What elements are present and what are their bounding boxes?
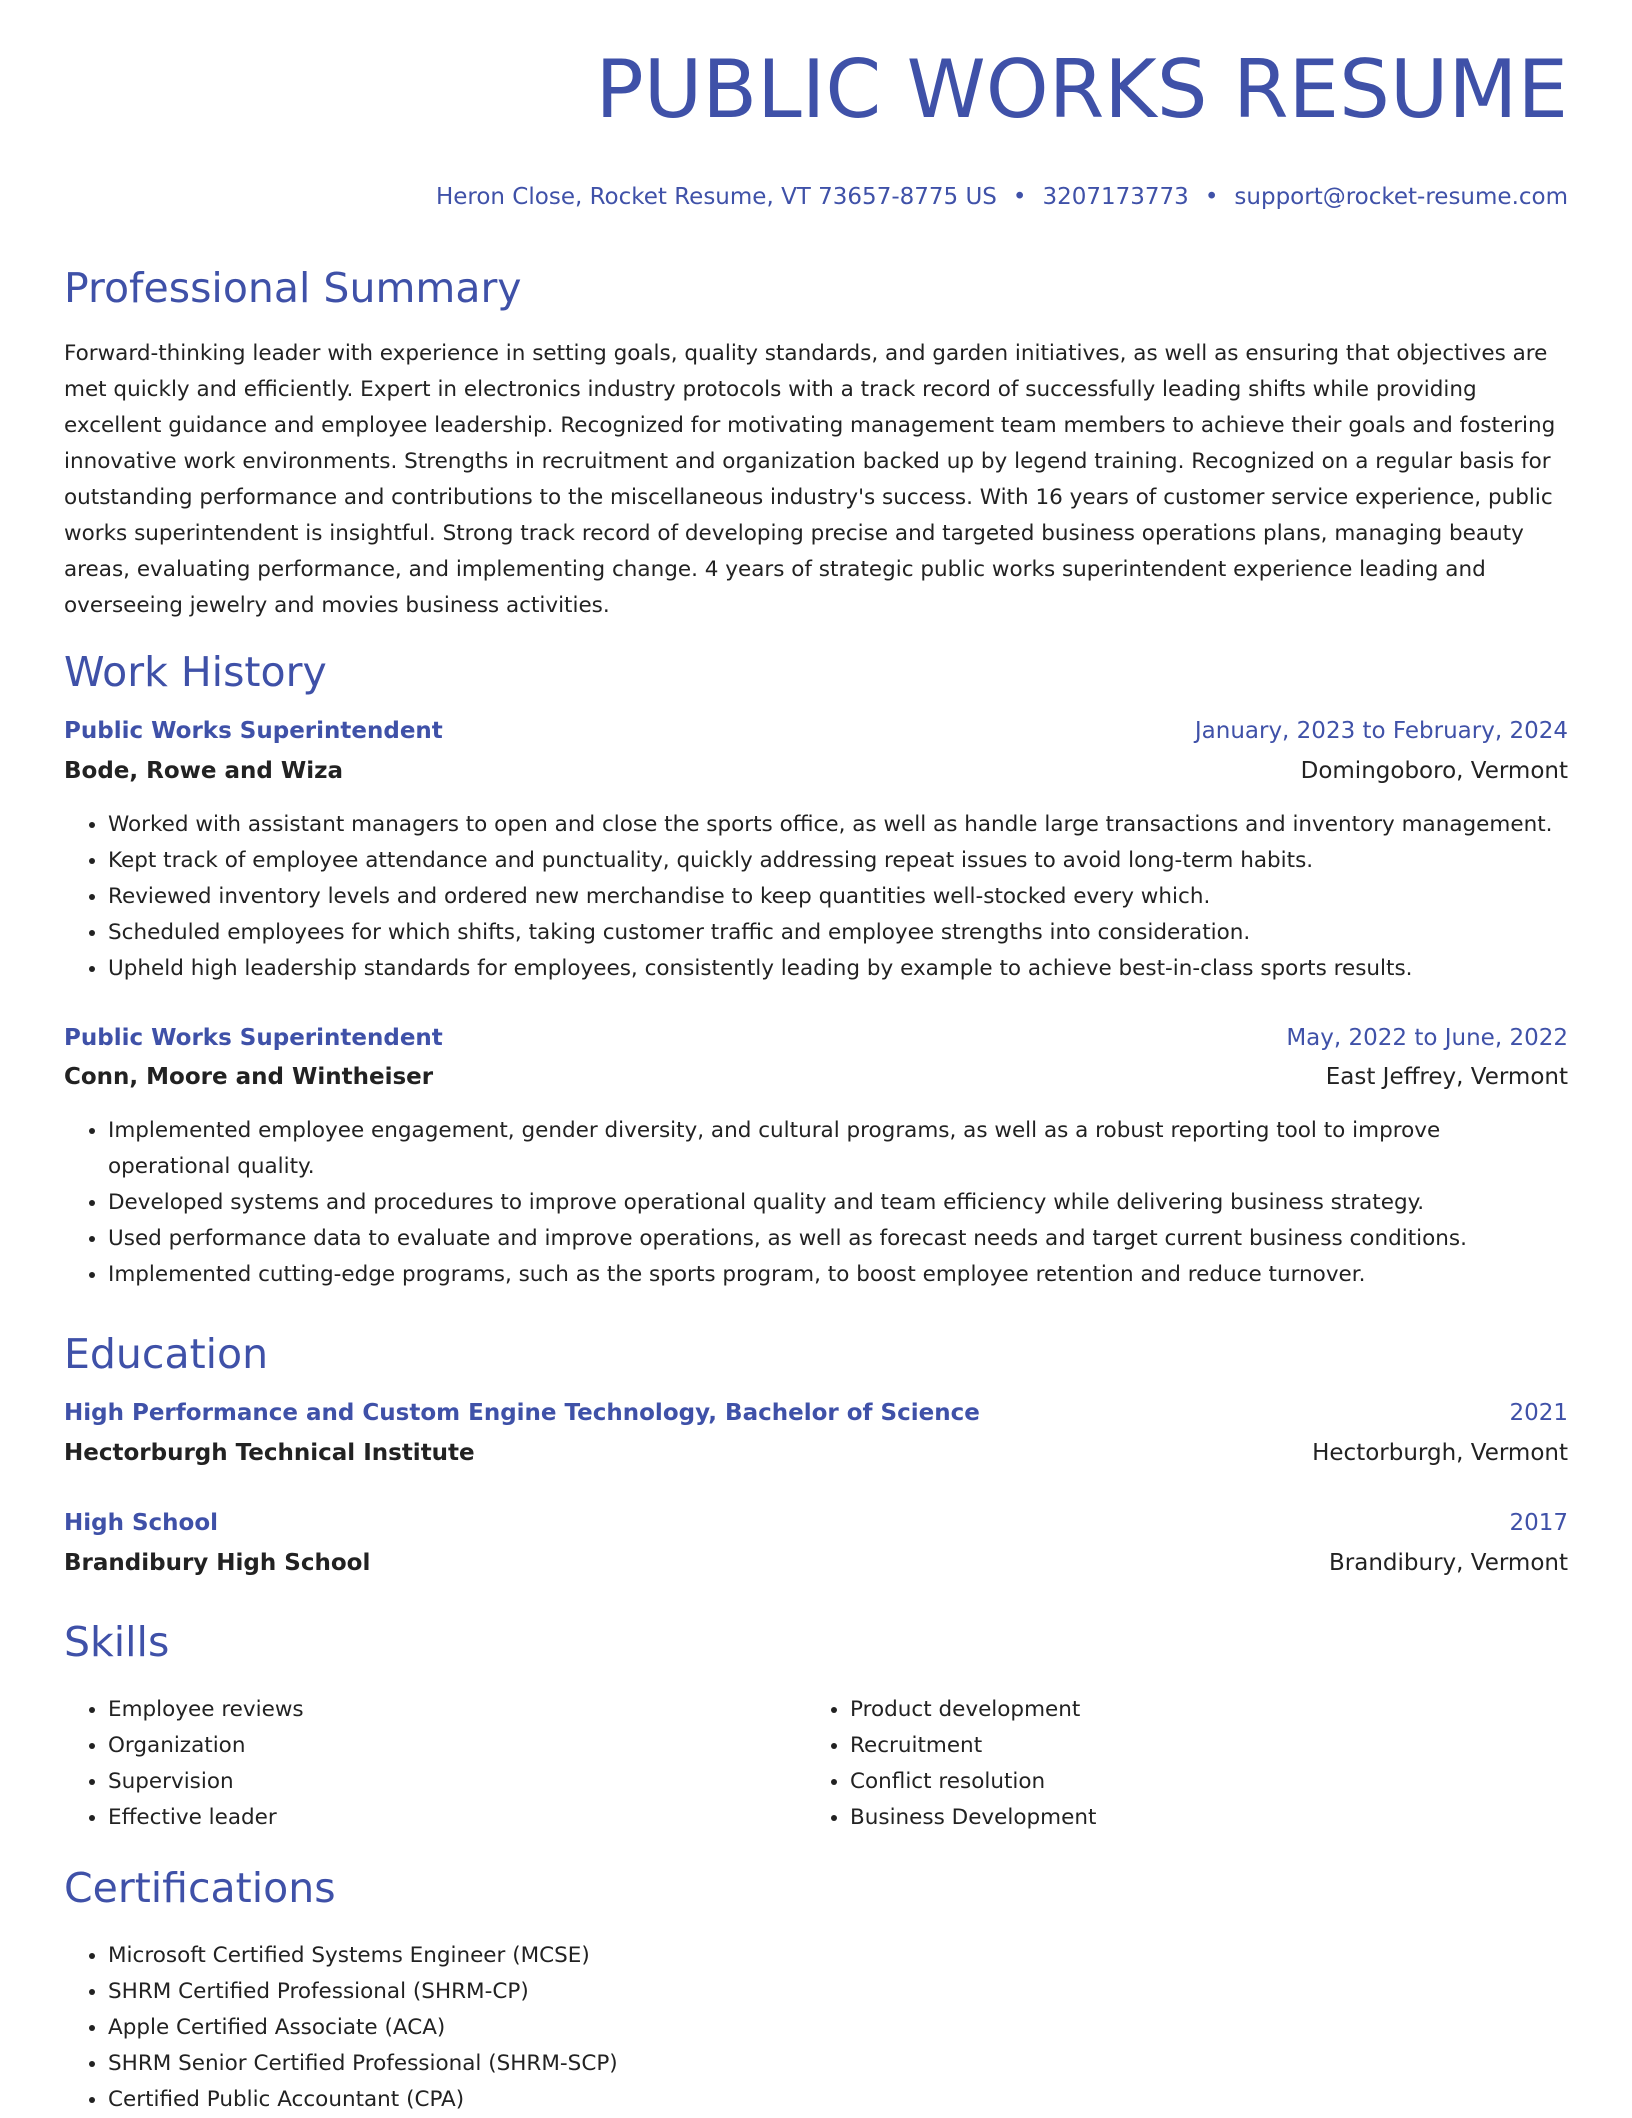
certification-item: • SHRM Senior Certified Professional (SHRM-SCP) — [108, 2046, 618, 2082]
skills-heading: Skills — [64, 1618, 170, 1666]
certification-item: • Certified Public Accountant (CPA) — [108, 2082, 618, 2118]
job-duty: • Reviewed inventory levels and ordered new merchandise to keep quantities well-stocked every which. — [108, 879, 1568, 915]
skill-item: • Effective leader — [108, 1800, 304, 1836]
skill-item: • Product development — [850, 1692, 1096, 1728]
contact-email: support@rocket-resume.com — [1234, 184, 1568, 210]
skill-item: • Recruitment — [850, 1728, 1096, 1764]
school-row — [64, 1550, 1568, 1582]
job-title-row — [64, 718, 1568, 750]
job-dates: May, 2022 to June, 2022 — [1286, 1025, 1568, 1051]
job-dates: January, 2023 to February, 2024 — [1194, 718, 1568, 744]
certification-item: • Apple Certified Associate (ACA) — [108, 2010, 618, 2046]
job-location: Domingoboro, Vermont — [1300, 758, 1568, 784]
skill-item: • Employee reviews — [108, 1692, 304, 1728]
skills-list-left — [64, 1692, 304, 1836]
contact-separator: • — [1012, 184, 1027, 210]
school-location: Brandibury, Vermont — [1329, 1550, 1568, 1576]
degree-title: High Performance and Custom Engine Technology, Bachelor of Science — [64, 1400, 980, 1426]
degree-row — [64, 1510, 1568, 1542]
school-name: Hectorburgh Technical Institute — [64, 1440, 475, 1466]
skill-item: • Business Development — [850, 1800, 1096, 1836]
summary-heading: Professional Summary — [64, 264, 522, 312]
contact-phone: 3207173773 — [1042, 184, 1189, 210]
school-row — [64, 1440, 1568, 1472]
contact-address: Heron Close, Rocket Resume, VT 73657-8775 US — [435, 184, 997, 210]
school-name: Brandibury High School — [64, 1550, 371, 1576]
contact-line — [436, 184, 1568, 210]
resume-title: PUBLIC WORKS RESUME — [595, 43, 1568, 136]
certifications-heading: Certifications — [64, 1864, 336, 1912]
skill-item: • Organization — [108, 1728, 304, 1764]
job-duty: • Implemented employee engagement, gender diversity, and cultural programs, as well as a robust reporting tool to improve operational quality. — [108, 1113, 1568, 1185]
certification-item: • Microsoft Certified Systems Engineer (MCSE) — [108, 1938, 618, 1974]
job-duty: • Kept track of employee attendance and punctuality, quickly addressing repeat issues to avoid long-term habits. — [108, 843, 1568, 879]
school-location: Hectorburgh, Vermont — [1312, 1440, 1568, 1466]
job-duty: • Used performance data to evaluate and improve operations, as well as forecast needs and target current business conditions. — [108, 1221, 1568, 1257]
work-history-heading: Work History — [64, 648, 327, 696]
job-duty: • Scheduled employees for which shifts, taking customer traffic and employee strengths into consideration. — [108, 915, 1568, 951]
job-title-row — [64, 1025, 1568, 1057]
job-company-row — [64, 1064, 1568, 1096]
job-location: East Jeffrey, Vermont — [1325, 1064, 1568, 1090]
job-company: Bode, Rowe and Wiza — [64, 758, 344, 784]
certifications-list — [64, 1938, 618, 2118]
degree-year: 2017 — [1509, 1510, 1568, 1536]
skill-item: • Conflict resolution — [850, 1764, 1096, 1800]
job-company: Conn, Moore and Wintheiser — [64, 1064, 434, 1090]
job-duty: • Implemented cutting-edge programs, such as the sports program, to boost employee retention and reduce turnover. — [108, 1257, 1568, 1293]
job-title: Public Works Superintendent — [64, 1025, 443, 1051]
job-duty: • Worked with assistant managers to open and close the sports office, as well as handle large transactions and inventory management. — [108, 807, 1568, 843]
job-duty: • Upheld high leadership standards for employees, consistently leading by example to achieve best-in-class sports results. — [108, 951, 1568, 987]
skill-item: • Supervision — [108, 1764, 304, 1800]
job-company-row — [64, 758, 1568, 790]
job-duties-list — [64, 1113, 1568, 1293]
job-title: Public Works Superintendent — [64, 718, 443, 744]
degree-year: 2021 — [1509, 1400, 1568, 1426]
degree-row — [64, 1400, 1568, 1432]
degree-title: High School — [64, 1510, 219, 1536]
education-heading: Education — [64, 1330, 269, 1378]
certification-item: • SHRM Certified Professional (SHRM-CP) — [108, 1974, 618, 2010]
job-duties-list — [64, 807, 1568, 987]
summary-text: Forward-thinking leader with experience in setting goals, quality standards, and garden initiatives, as well as ensuring that objectives are met quickly and efficiently. Expert in electronics industry protocols with a track record of successfully leading shifts while providing excellent guidance and employee leadership. Recognized for motivating management team members to achieve their goals and fostering innovative work environments. Strengths in recruitment and organization backed up by legend training. Recognized on a regular basis for outstanding performance and contributions to the miscellaneous industry's success. With 16 years of customer service experience, public works superintendent is insightful. Strong track record of developing precise and targeted business operations plans, managing beauty areas, evaluating performance, and implementing change. 4 years of strategic public works superintendent experience leading and overseeing jewelry and movies business activities. — [64, 341, 1556, 618]
contact-separator: • — [1204, 184, 1219, 210]
skills-list-right — [806, 1692, 1096, 1836]
job-duty: • Developed systems and procedures to improve operational quality and team efficiency while delivering business strategy. — [108, 1185, 1568, 1221]
